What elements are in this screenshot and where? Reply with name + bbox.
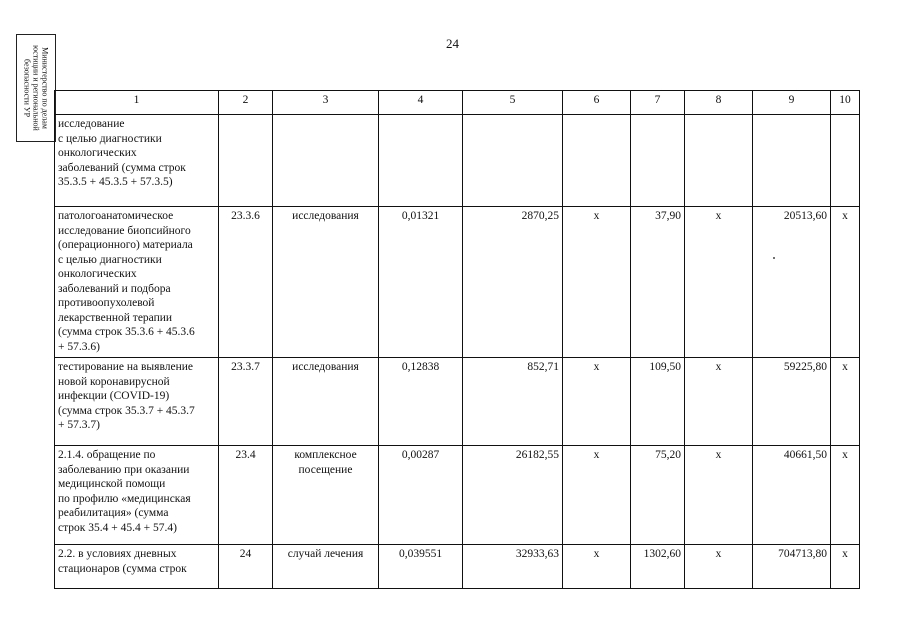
table-row [55, 446, 860, 545]
table-row [55, 545, 860, 589]
table-row [55, 115, 860, 207]
header-cell: 5 [463, 91, 563, 115]
row-col8: х [685, 358, 753, 446]
data-table [54, 90, 860, 589]
table-row [55, 207, 860, 358]
row-description: патологоанатомическое исследование биопсийного (операционного) материала с целью диагностики онкологических заболеваний и подбора противоопухолевой лекарственной терапии (сумма строк 35.3.6 + 45.3.6 + 57.3.6) [55, 207, 219, 358]
row-col9 [753, 115, 831, 207]
row-col10 [831, 115, 860, 207]
row-col9: 20513,60 [753, 207, 831, 358]
row-col4: 0,01321 [379, 207, 463, 358]
row-col10: х [831, 446, 860, 545]
row-col4: 0,12838 [379, 358, 463, 446]
row-code: 24 [219, 545, 273, 589]
row-description: 2.2. в условиях дневных стационаров (сумма строк [55, 545, 219, 589]
page-number: 24 [446, 36, 459, 51]
row-col4 [379, 115, 463, 207]
row-description: 2.1.4. обращение по заболеванию при оказании медицинской помощи по профилю «медицинская реабилитация» (сумма строк 35.4 + 45.4 + 57.4) [55, 446, 219, 545]
row-col8: х [685, 446, 753, 545]
row-col5: 26182,55 [463, 446, 563, 545]
header-cell: 3 [273, 91, 379, 115]
header-cell: 4 [379, 91, 463, 115]
row-col7: 109,50 [631, 358, 685, 446]
row-col8 [685, 115, 753, 207]
row-col7 [631, 115, 685, 207]
row-code: 23.3.6 [219, 207, 273, 358]
row-col5 [463, 115, 563, 207]
row-col9: 59225,80 [753, 358, 831, 446]
header-cell: 1 [55, 91, 219, 115]
row-unit [273, 115, 379, 207]
row-col5: 32933,63 [463, 545, 563, 589]
row-col7: 37,90 [631, 207, 685, 358]
row-code [219, 115, 273, 207]
row-col6: х [563, 545, 631, 589]
stamp-text: Министерство по делам юстиции и региональной безопасности УР [22, 45, 50, 131]
row-description: исследование с целью диагностики онкологических заболеваний (сумма строк 35.3.5 + 45.3.5 + 57.3.5) [55, 115, 219, 207]
header-cell: 2 [219, 91, 273, 115]
row-col4: 0,00287 [379, 446, 463, 545]
row-description: тестирование на выявление новой коронавирусной инфекции (COVID-19) (сумма строк 35.3.7 + 45.3.7 + 57.3.7) [55, 358, 219, 446]
scan-dot [773, 257, 775, 259]
row-col10: х [831, 358, 860, 446]
row-code: 23.3.7 [219, 358, 273, 446]
row-col6 [563, 115, 631, 207]
header-cell: 9 [753, 91, 831, 115]
table-row [55, 358, 860, 446]
row-col7: 75,20 [631, 446, 685, 545]
row-col7: 1302,60 [631, 545, 685, 589]
row-unit: случай лечения [273, 545, 379, 589]
table-header-row [55, 91, 860, 115]
row-col5: 2870,25 [463, 207, 563, 358]
registration-stamp [16, 34, 56, 142]
row-col8: х [685, 207, 753, 358]
row-col9: 40661,50 [753, 446, 831, 545]
row-col6: х [563, 207, 631, 358]
row-code: 23.4 [219, 446, 273, 545]
row-col6: х [563, 358, 631, 446]
row-col10: х [831, 207, 860, 358]
row-col10: х [831, 545, 860, 589]
row-col9: 704713,80 [753, 545, 831, 589]
row-col5: 852,71 [463, 358, 563, 446]
row-col4: 0,039551 [379, 545, 463, 589]
row-unit: исследования [273, 358, 379, 446]
header-cell: 10 [831, 91, 860, 115]
header-cell: 7 [631, 91, 685, 115]
row-unit: исследования [273, 207, 379, 358]
header-cell: 8 [685, 91, 753, 115]
header-cell: 6 [563, 91, 631, 115]
row-col8: х [685, 545, 753, 589]
row-col6: х [563, 446, 631, 545]
row-unit: комплексное посещение [273, 446, 379, 545]
